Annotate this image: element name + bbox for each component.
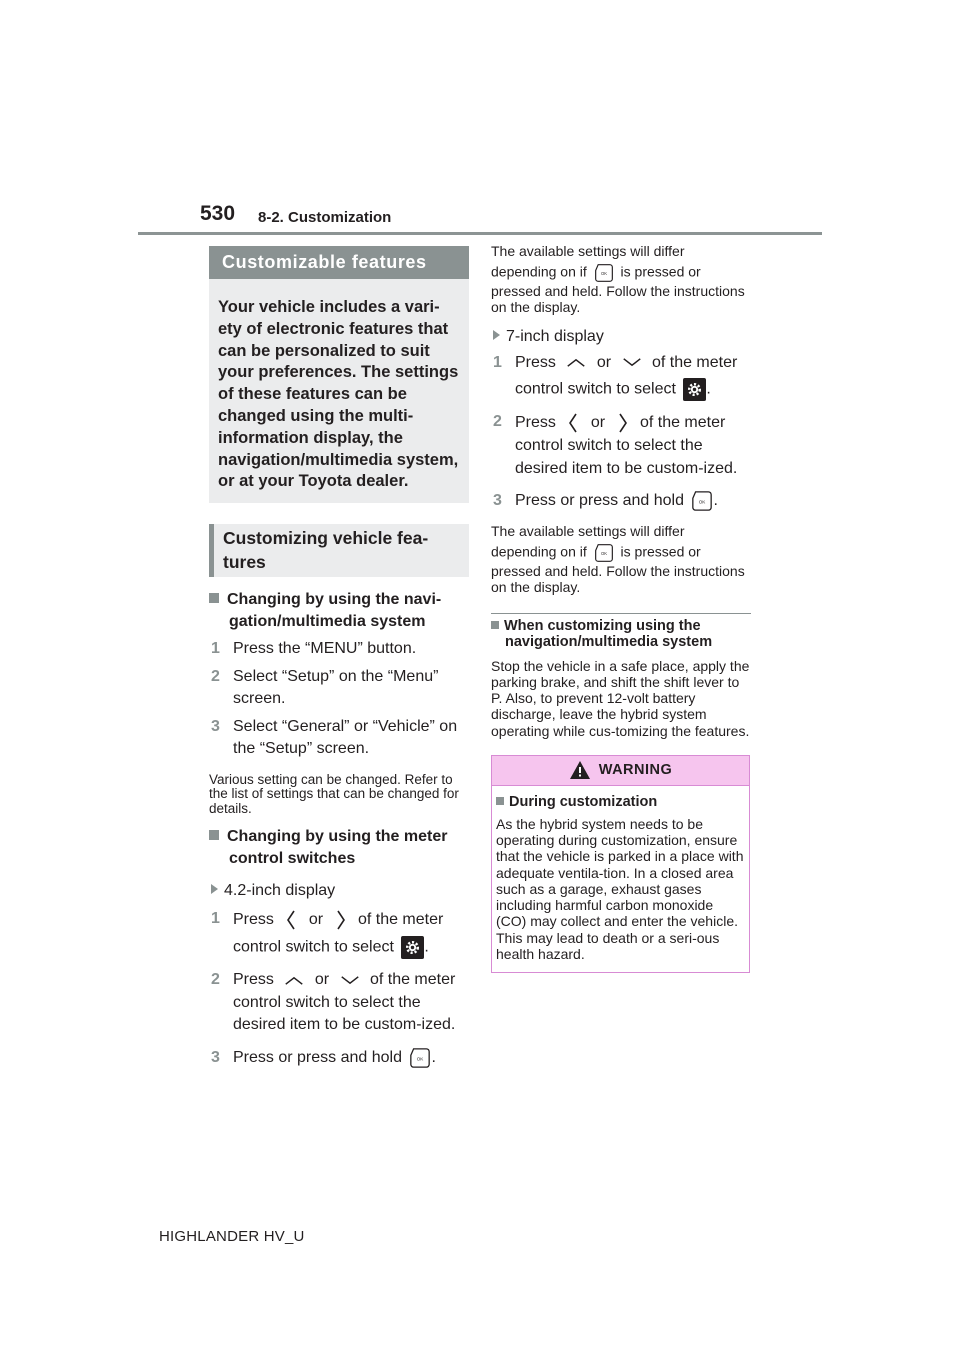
nav-step-2: 2 Select “Setup” on the “Menu” screen. <box>211 667 439 708</box>
ok-button-icon <box>409 1047 431 1069</box>
warning-subheading: During customization <box>496 794 745 810</box>
triangle-bullet-icon <box>211 884 218 894</box>
warning-triangle-icon <box>569 760 591 780</box>
meter-method-heading: Changing by using the meter control switches <box>209 826 469 870</box>
right-column <box>491 243 751 973</box>
left-column <box>209 246 469 1070</box>
warning-body <box>492 786 749 973</box>
triangle-bullet-icon <box>493 330 500 340</box>
warning-text: As the hybrid system needs to be operating during customization, ensure that the vehicle is parked in a place with adequate ventila-tion. In a closed area such as a garage, exhaust gases including harmful carbon monoxide (CO) may collect and enter the vehicle. This may lead to death or a seri-ous health hazard. <box>496 815 744 963</box>
meter-step-2: 2 Press or of the meter control switch to select the desired item to be custom-ized. <box>211 971 456 1034</box>
chevron-left-icon <box>284 908 298 932</box>
ok-button-icon <box>691 490 713 512</box>
nav-method-heading: Changing by using the navi-gation/multimedia system <box>209 589 469 633</box>
meter-step-1: 1 Press or of the meter control switch to select . <box>209 908 469 959</box>
ok-button-icon <box>594 263 614 283</box>
subsection-heading: Customizing vehicle fea-tures <box>209 524 469 577</box>
display-42-label: 4.2-inch display <box>209 882 469 900</box>
section-banner: Customizable features <box>209 246 469 279</box>
display-7-label: 7-inch display <box>491 328 751 346</box>
warning-header: WARNING <box>492 756 749 786</box>
chevron-right-icon <box>334 908 348 932</box>
chevron-down-icon <box>339 974 361 987</box>
meter7-step-2: 2 Press or of the meter control switch to select the desired item to be custom-ized. <box>493 413 738 477</box>
ok-button-icon <box>594 543 614 563</box>
intro-text: Your vehicle includes a vari-ety of electronic features that can be personalized to suit your preferences. The settings of these features can be changed using the multi-information display, the navigation/multimedia system, or at your Toyota dealer. <box>209 279 469 503</box>
meter7-step-3: 3 Press or press and hold . <box>491 490 751 513</box>
header-divider <box>138 232 822 235</box>
note-settings-differ-2: The available settings will differ depending on if is pressed or pressed and held. Follow the instructions on the display. <box>491 523 745 596</box>
chevron-up-icon <box>283 974 305 987</box>
settings-gear-icon <box>401 936 424 959</box>
square-bullet-icon <box>209 593 219 603</box>
square-bullet-icon <box>209 830 219 840</box>
chevron-up-icon <box>565 356 587 369</box>
chevron-left-icon <box>566 411 580 435</box>
chevron-right-icon <box>616 411 630 435</box>
square-bullet-icon <box>496 797 504 805</box>
when-customizing-heading: When customizing using the navigation/multimedia system <box>491 618 751 650</box>
chevron-down-icon <box>621 356 643 369</box>
footer-model: HIGHLANDER HV_U <box>159 1228 305 1245</box>
note-settings-differ-1: The available settings will differ depending on if is pressed or pressed and held. Follow the instructions on the display. <box>491 243 745 316</box>
warning-box <box>491 755 750 974</box>
chapter-title: 8-2. Customization <box>258 209 392 226</box>
meter-step-3: 3 Press or press and hold . <box>209 1047 469 1070</box>
nav-step-3: 3 Select “General” or “Vehicle” on the “Setup” screen. <box>211 717 458 758</box>
square-bullet-icon <box>491 621 499 629</box>
settings-gear-icon <box>683 378 706 401</box>
nav-step-1: 1 Press the “MENU” button. <box>211 640 417 658</box>
nav-note: Various setting can be changed. Refer to the list of settings that can be changed for details. <box>209 771 459 816</box>
page-number: 530 <box>200 202 236 225</box>
meter7-step-1: 1 Press or of the meter control switch to select . <box>491 352 751 402</box>
when-customizing-text: Stop the vehicle in a safe place, apply the parking brake, and shift the shift lever to P. Also, to prevent 12-volt battery discharge, leave the hybrid system operating while cus-tomizing the features. <box>491 657 750 739</box>
subsection-divider <box>491 613 751 614</box>
